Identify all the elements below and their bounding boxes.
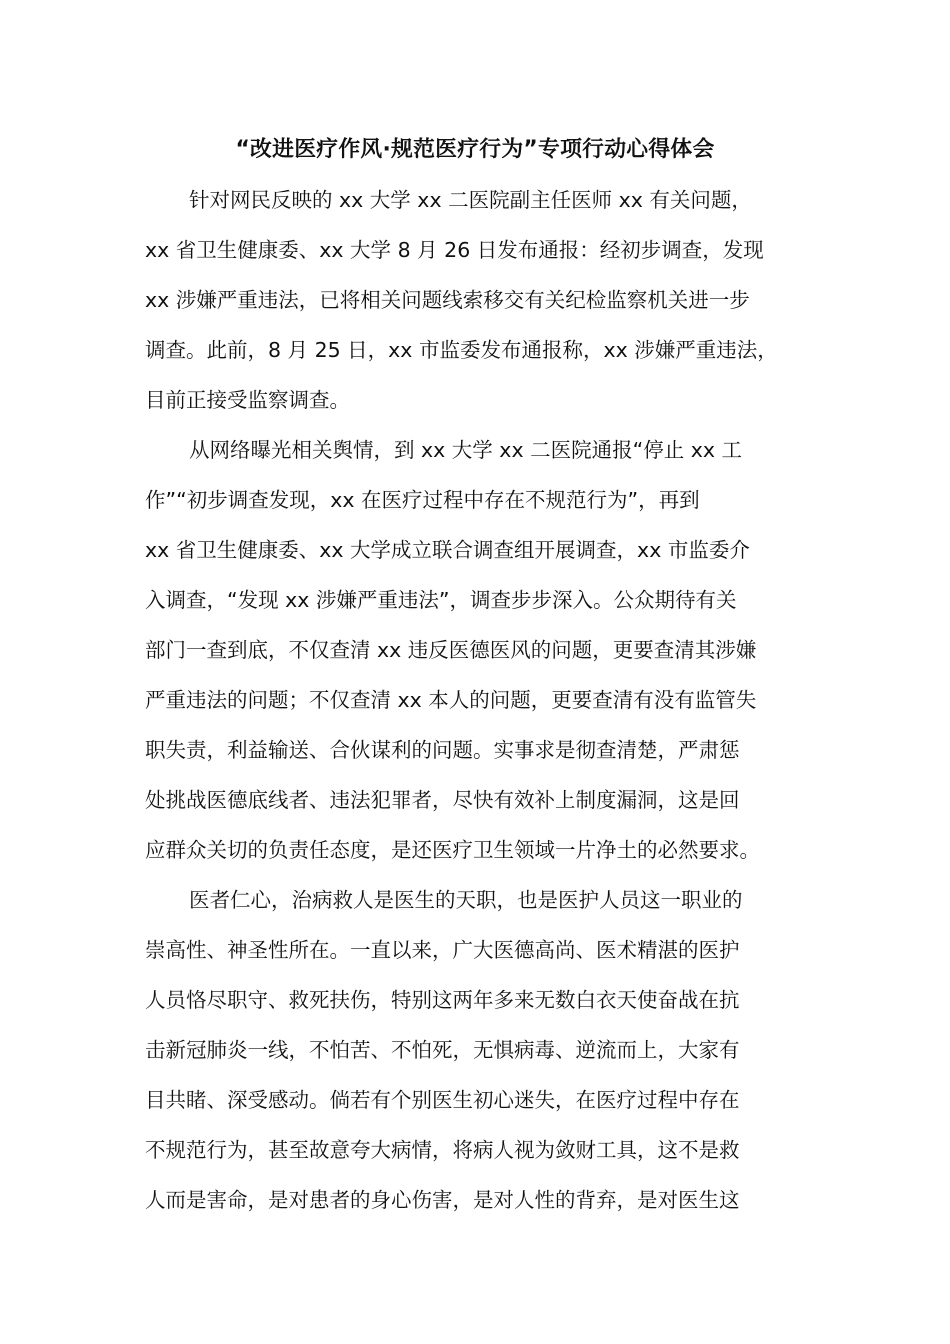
text-line: xx 省卫生健康委、xx 大学 8 月 26 日发布通报：经初步调查，发现 (145, 238, 764, 262)
document-body (145, 175, 827, 1225)
text-line: xx 涉嫌严重违法，已将相关问题线索移交有关纪检监察机关进一步 (145, 288, 750, 312)
text-line: 应群众关切的负责任态度，是还医疗卫生领域一片净土的必然要求。 (145, 838, 760, 862)
text-line: 调查。此前，8 月 25 日，xx 市监委发布通报称，xx 涉嫌严重违法， (145, 338, 778, 362)
text-line: 处挑战医德底线者、违法犯罪者，尽快有效补上制度漏洞，这是回 (145, 788, 740, 812)
paragraph (145, 875, 827, 1225)
text-line: 入调查，“发现 xx 涉嫌严重违法”，调查步步深入。公众期待有关 (145, 588, 737, 612)
text-line: 目共睹、深受感动。倘若有个别医生初心迷失，在医疗过程中存在 (145, 1088, 740, 1112)
text-line: 部门一查到底，不仅查清 xx 违反医德医风的问题，更要查清其涉嫌 (145, 638, 757, 662)
text-line: 作”“初步调查发现，xx 在医疗过程中存在不规范行为”，再到 (145, 488, 700, 512)
text-line: 严重违法的问题；不仅查清 xx 本人的问题，更要查清有没有监管失 (145, 688, 757, 712)
text-line: 人员恪尽职守、救死扶伤，特别这两年多来无数白衣天使奋战在抗 (145, 988, 740, 1012)
text-line: 针对网民反映的 xx 大学 xx 二医院副主任医师 xx 有关问题， (189, 188, 752, 212)
text-line: 人而是害命，是对患者的身心伤害，是对人性的背弃，是对医生这 (145, 1188, 740, 1212)
paragraph (145, 425, 827, 875)
text-line: 目前正接受监察调查。 (145, 388, 350, 412)
text-line: 职失责，利益输送、合伙谋利的问题。实事求是彻查清楚，严肃惩 (145, 738, 740, 762)
paragraph (145, 175, 827, 425)
document-title: “改进医疗作风·规范医疗行为”专项行动心得体会 (235, 137, 715, 162)
text-line: 从网络曝光相关舆情，到 xx 大学 xx 二医院通报“停止 xx 工 (189, 438, 743, 462)
text-line: 崇高性、神圣性所在。一直以来，广大医德高尚、医术精湛的医护 (145, 938, 740, 962)
text-line: 医者仁心，治病救人是医生的天职，也是医护人员这一职业的 (189, 888, 743, 912)
text-line: 击新冠肺炎一线，不怕苦、不怕死，无惧病毒、逆流而上，大家有 (145, 1038, 740, 1062)
text-line: xx 省卫生健康委、xx 大学成立联合调查组开展调查，xx 市监委介 (145, 538, 750, 562)
text-line: 不规范行为，甚至故意夸大病情，将病人视为敛财工具，这不是救 (145, 1138, 740, 1162)
